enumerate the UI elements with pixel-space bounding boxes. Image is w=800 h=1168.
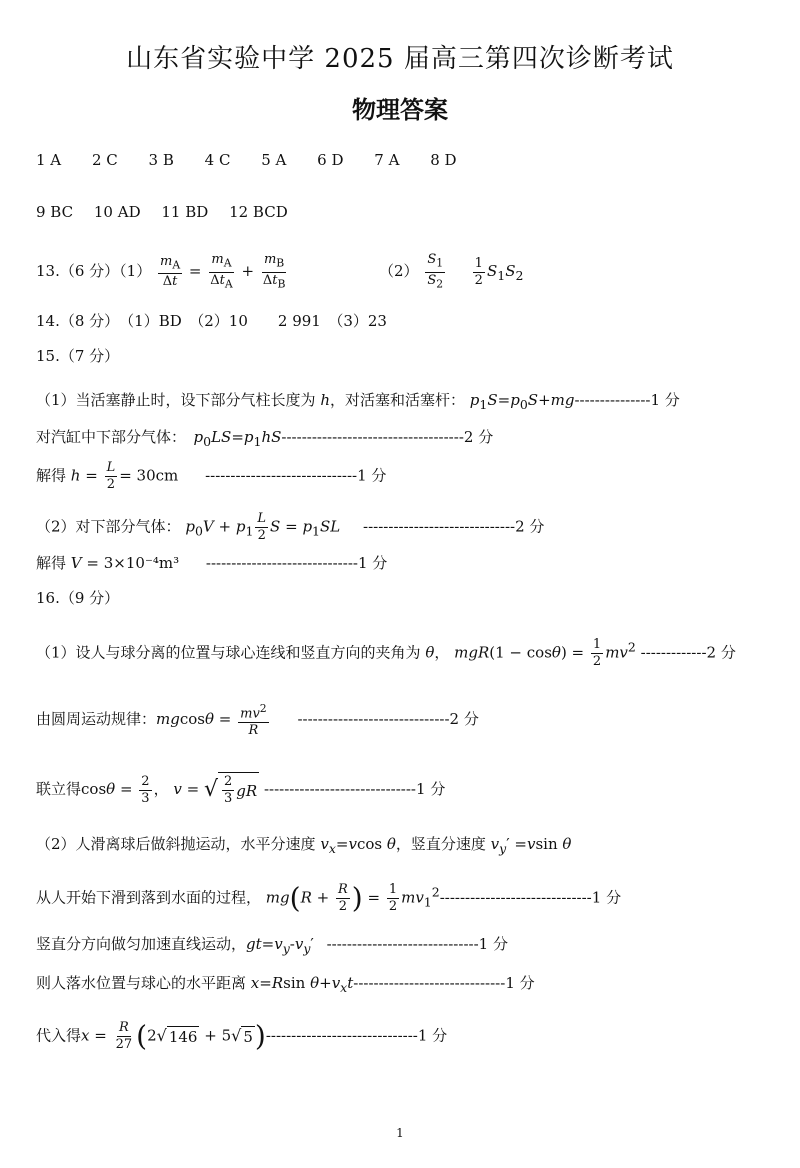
choice-answer: 4 C bbox=[204, 151, 231, 169]
formula-fraction: $\frac{R}{2}$ bbox=[337, 882, 348, 914]
q15-line-3: 解得 h = $\frac{L}{2}$ = 30cm ------------------------------1 分 bbox=[36, 460, 387, 492]
choice-answer: 1 A bbox=[36, 151, 62, 169]
choice-answer: 3 B bbox=[148, 151, 174, 169]
q15-header: 15.（7 分） bbox=[36, 347, 120, 365]
q16-line-8: 代入得x = $\frac{R}{27}$ (2 √ 146 + 5 √ 5 )------------------------------1 分 bbox=[36, 1019, 448, 1053]
choice-answer: 2 C bbox=[91, 151, 118, 169]
q15-line-4: （2）对下部分气体： $p_0V + p_1$ $\frac{L}{2}$ $S = p_1SL$ ------------------------------2 分 bbox=[36, 511, 545, 543]
formula-fraction: $\frac{m_B}{\Delta t_B}$ bbox=[262, 252, 286, 291]
formula-fraction: $\frac{2}{3}$ bbox=[141, 773, 150, 806]
q15-line-2: 对汽缸中下部分气体： $p_0LS=p_1hS------------------------------------2$ 分 bbox=[36, 428, 494, 449]
formula-fraction: $\frac{mv^2}{R}$ bbox=[240, 702, 267, 739]
formula-fraction: $\frac{S_1}{S_2}$ bbox=[427, 252, 444, 291]
choice-answer: 7 A bbox=[374, 151, 400, 169]
q13-label: 13.（6 分）（1） bbox=[36, 262, 152, 281]
q16-line-6: 竖直分方向做匀加速直线运动，$gt=v_y-v_y'$ ------------------------------1 分 bbox=[36, 935, 508, 956]
q16-line-2: 由圆周运动规律：mgcosθ = $\frac{mv^2}{R}$ ------------------------------2 分 bbox=[36, 702, 479, 739]
q16-line-1: （1）设人与球分离的位置与球心连线和竖直方向的夹角为 θ， mgR(1 − cosθ) = $\frac{1}{2}$ $mv^2$ -------------2 分 bbox=[36, 637, 736, 669]
q16-line-3: 联立得cosθ = $\frac{2}{3}$ ， v = √ $\frac{2}{3}$ gR ------------------------------1 分 bbox=[36, 773, 446, 806]
formula-fraction: $\frac{1}{2}$ bbox=[592, 637, 602, 669]
q16-line-7: 则人落水位置与球心的水平距离 x=Rsin $\theta+v_xt------------------------------1$ 分 bbox=[36, 974, 535, 995]
q16-line-5: 从人开始下滑到落到水面的过程， mg(R + $\frac{R}{2}$ ) = $\frac{1}{2}$ $mv_1^2------------------------------1$ 分 bbox=[36, 881, 622, 915]
q16-header: 16.（9 分） bbox=[36, 589, 120, 607]
formula-fraction: $\frac{m_A}{\Delta t}$ bbox=[160, 253, 181, 290]
choice-answers-row-1 bbox=[36, 150, 483, 170]
page-number: 1 bbox=[396, 1126, 404, 1140]
q16-line-4: （2）人滑离球后做斜抛运动，水平分速度 $v_x=vcos$ θ，竖直分速度 $v_y' =vsin$ θ bbox=[36, 835, 572, 856]
q15-line-1: （1）当活塞静止时，设下部分气柱长度为 h，对活塞和活塞杆： $p_1S=p_0S+mg---------------1$ 分 bbox=[36, 391, 680, 412]
answer-subtitle: 物理答案 bbox=[352, 95, 448, 124]
formula-fraction: $\frac{L}{2}$ bbox=[257, 511, 267, 543]
q15-line-5: 解得 V = 3×10⁻⁴m³ ------------------------------1 分 bbox=[36, 554, 388, 572]
page-title: 山东省实验中学 2025 届高三第四次诊断考试 bbox=[126, 44, 674, 74]
choice-answer: 11 BD bbox=[161, 203, 209, 221]
formula-fraction: $\frac{m_A}{\Delta t_A}$ bbox=[210, 252, 233, 291]
choice-answer: 6 D bbox=[317, 151, 344, 169]
q14-answer: 14.（8 分） （1）BD （2）10 2 991 （3）23 bbox=[36, 312, 387, 330]
choice-answer: 12 BCD bbox=[229, 203, 288, 221]
choice-answer: 10 AD bbox=[93, 203, 141, 221]
formula-fraction: $\frac{R}{27}$ bbox=[115, 1020, 133, 1052]
choice-answer: 8 D bbox=[430, 151, 457, 169]
q13-part2-label: （2） bbox=[378, 262, 419, 281]
formula-fraction: $\frac{1}{2}$ bbox=[388, 882, 398, 914]
choice-answers-row-2 bbox=[36, 202, 304, 222]
choice-answer: 9 BC bbox=[36, 203, 74, 221]
formula-sqrt: √ $\frac{2}{3}$ gR bbox=[203, 774, 258, 806]
formula-fraction: $\frac{L}{2}$ bbox=[106, 460, 116, 492]
formula-fraction: $\frac{1}{2}$ bbox=[474, 255, 483, 288]
q13-answer: 13.（6 分）（1） $\frac{m_A}{\Delta t}$ = $\frac{m_A}{\Delta t_A}$ + $\frac{m_B}{\Delta t_B}$ （2） $\frac{S_1}{S_2}$ $\frac{1}{2}$ $S_1S_2$ bbox=[36, 252, 524, 291]
choice-answer: 5 A bbox=[261, 151, 287, 169]
